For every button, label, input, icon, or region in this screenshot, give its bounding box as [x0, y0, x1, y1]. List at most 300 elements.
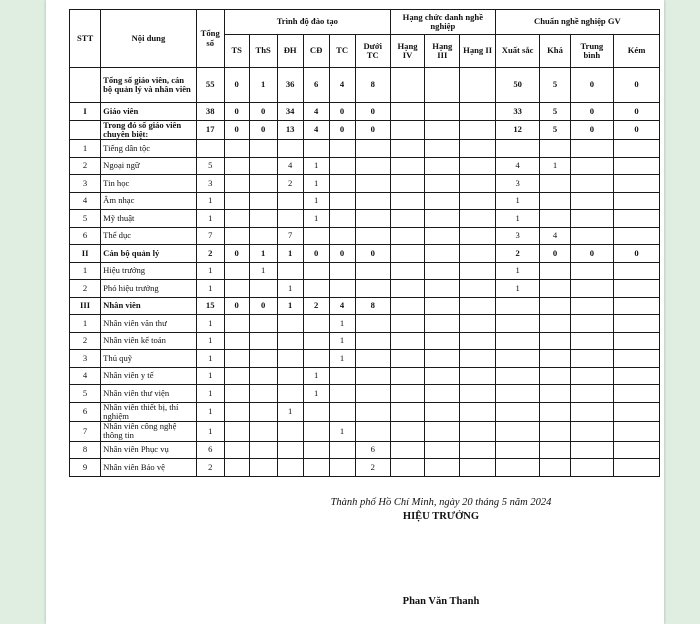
table-cell: [390, 350, 424, 368]
table-cell: [390, 297, 424, 315]
signature-role: HIỆU TRƯỞNG: [402, 511, 480, 522]
table-cell: [249, 459, 277, 477]
table-cell: [277, 192, 303, 210]
table-cell: 2: [277, 175, 303, 193]
table-cell: [277, 385, 303, 403]
table-cell: 1: [495, 262, 540, 280]
row-stt: 1: [70, 315, 101, 333]
table-cell: [460, 68, 495, 103]
row-label: Thể dục: [101, 227, 197, 245]
table-cell: 1: [196, 385, 224, 403]
table-cell: [540, 332, 570, 350]
table-cell: [329, 402, 355, 422]
signature-name: Phan Văn Thanh: [402, 596, 480, 607]
table-cell: [329, 441, 355, 459]
table-cell: 4: [329, 297, 355, 315]
table-cell: 0: [224, 103, 249, 121]
table-cell: [355, 315, 390, 333]
table-cell: 4: [540, 227, 570, 245]
table-cell: 0: [329, 245, 355, 263]
table-cell: 1: [249, 262, 277, 280]
table-cell: [540, 367, 570, 385]
table-cell: 6: [196, 441, 224, 459]
sub-header-cell: CĐ: [303, 35, 329, 68]
table-cell: [460, 459, 495, 477]
table-cell: [390, 227, 424, 245]
table-cell: [570, 367, 614, 385]
table-cell: [495, 297, 540, 315]
table-cell: [614, 315, 660, 333]
table-cell: [425, 280, 460, 298]
sub-header-cell: TC: [329, 35, 355, 68]
table-cell: [425, 140, 460, 158]
table-cell: [224, 210, 249, 228]
table-cell: 1: [196, 280, 224, 298]
header-tong-so: Tổng số: [196, 10, 224, 68]
row-label: Nhân viên: [101, 297, 197, 315]
table-cell: [224, 157, 249, 175]
table-row: [70, 402, 660, 422]
table-cell: [425, 422, 460, 442]
table-cell: 1: [329, 332, 355, 350]
table-cell: [540, 402, 570, 422]
table-cell: 2: [355, 459, 390, 477]
table-cell: 1: [196, 192, 224, 210]
row-label: Phó hiệu trưởng: [101, 280, 197, 298]
table-cell: [460, 350, 495, 368]
table-cell: 1: [196, 350, 224, 368]
table-cell: 1: [196, 332, 224, 350]
table-cell: [425, 367, 460, 385]
table-cell: [329, 210, 355, 228]
table-cell: 0: [570, 68, 614, 103]
table-cell: 2: [495, 245, 540, 263]
table-cell: [355, 192, 390, 210]
table-cell: [249, 175, 277, 193]
table-cell: [355, 332, 390, 350]
table-cell: [570, 422, 614, 442]
table-cell: [303, 459, 329, 477]
table-cell: [277, 210, 303, 228]
table-cell: 0: [355, 120, 390, 140]
table-cell: [390, 441, 424, 459]
table-cell: [495, 140, 540, 158]
table-cell: [390, 332, 424, 350]
table-cell: 1: [329, 315, 355, 333]
table-cell: [355, 385, 390, 403]
table-cell: [277, 315, 303, 333]
header-chuan-nghe-nghiep: Chuẩn nghề nghiệp GV: [495, 10, 659, 35]
sub-header-cell: ĐH: [277, 35, 303, 68]
table-cell: [277, 140, 303, 158]
table-cell: [460, 192, 495, 210]
table-cell: 3: [495, 175, 540, 193]
table-cell: 15: [196, 297, 224, 315]
table-cell: [390, 210, 424, 228]
table-cell: [303, 350, 329, 368]
table-cell: [224, 280, 249, 298]
table-cell: [540, 210, 570, 228]
table-cell: [460, 175, 495, 193]
table-cell: [570, 332, 614, 350]
table-row: [70, 120, 660, 140]
table-cell: [277, 422, 303, 442]
table-cell: [495, 402, 540, 422]
table-cell: [614, 459, 660, 477]
table-cell: 0: [224, 297, 249, 315]
table-cell: [495, 385, 540, 403]
table-cell: [249, 441, 277, 459]
table-cell: [495, 367, 540, 385]
table-cell: 4: [277, 157, 303, 175]
table-cell: [329, 280, 355, 298]
table-cell: [390, 245, 424, 263]
table-header: [70, 10, 660, 68]
sub-header-cell: Hạng IV: [390, 35, 424, 68]
table-cell: 1: [277, 280, 303, 298]
table-cell: 5: [196, 157, 224, 175]
table-cell: [390, 385, 424, 403]
table-cell: [224, 227, 249, 245]
sub-header-cell: Hạng II: [460, 35, 495, 68]
table-cell: [614, 157, 660, 175]
table-cell: 17: [196, 120, 224, 140]
table-cell: [303, 332, 329, 350]
table-cell: 0: [614, 103, 660, 121]
table-cell: [614, 262, 660, 280]
table-cell: [425, 441, 460, 459]
table-cell: [495, 422, 540, 442]
table-cell: 1: [196, 210, 224, 228]
table-cell: [355, 402, 390, 422]
row-label: Tổng số giáo viên, cán bộ quản lý và nhân viên: [101, 68, 197, 103]
table-cell: [425, 385, 460, 403]
table-row: [70, 332, 660, 350]
sub-header-cell: ThS: [249, 35, 277, 68]
table-row: [70, 297, 660, 315]
table-row: [70, 227, 660, 245]
row-label: Ngoại ngữ: [101, 157, 197, 175]
table-cell: 7: [277, 227, 303, 245]
table-row: [70, 441, 660, 459]
table-cell: [249, 367, 277, 385]
table-cell: [460, 157, 495, 175]
table-cell: [390, 140, 424, 158]
table-cell: 1: [495, 210, 540, 228]
row-stt: 5: [70, 385, 101, 403]
table-cell: [425, 402, 460, 422]
table-row: [70, 262, 660, 280]
table-cell: [355, 367, 390, 385]
table-cell: [224, 402, 249, 422]
table-cell: 4: [329, 68, 355, 103]
row-stt: 3: [70, 175, 101, 193]
header-hang-chuc-danh: Hạng chức danh nghề nghiệp: [390, 10, 495, 35]
table-cell: [540, 280, 570, 298]
table-cell: 12: [495, 120, 540, 140]
table-row: [70, 192, 660, 210]
table-cell: 0: [540, 245, 570, 263]
table-cell: 1: [277, 245, 303, 263]
table-cell: 1: [303, 367, 329, 385]
table-cell: 1: [196, 402, 224, 422]
table-cell: 0: [570, 245, 614, 263]
row-label: Nhân viên kế toán: [101, 332, 197, 350]
row-stt: 7: [70, 422, 101, 442]
table-cell: [425, 350, 460, 368]
table-cell: 4: [303, 103, 329, 121]
table-cell: [570, 192, 614, 210]
table-cell: [303, 315, 329, 333]
table-cell: [614, 297, 660, 315]
table-cell: [329, 157, 355, 175]
table-cell: 1: [196, 315, 224, 333]
table-cell: [540, 192, 570, 210]
row-label: Âm nhạc: [101, 192, 197, 210]
table-cell: [390, 192, 424, 210]
table-cell: 1: [196, 262, 224, 280]
table-cell: 0: [614, 245, 660, 263]
table-cell: [249, 385, 277, 403]
table-cell: [460, 280, 495, 298]
table-cell: [303, 140, 329, 158]
row-label: Tin học: [101, 175, 197, 193]
table-cell: 0: [355, 103, 390, 121]
table-cell: [425, 120, 460, 140]
table-cell: [390, 402, 424, 422]
table-cell: [355, 157, 390, 175]
sub-header-cell: Hạng III: [425, 35, 460, 68]
table-cell: 1: [329, 350, 355, 368]
table-cell: [460, 385, 495, 403]
table-cell: 1: [303, 210, 329, 228]
table-cell: 0: [303, 245, 329, 263]
table-cell: [249, 280, 277, 298]
table-cell: 1: [196, 422, 224, 442]
table-cell: 8: [355, 68, 390, 103]
table-cell: [329, 192, 355, 210]
row-stt: 2: [70, 332, 101, 350]
sub-header-cell: TS: [224, 35, 249, 68]
table-cell: [249, 422, 277, 442]
table-body: [70, 68, 660, 477]
table-cell: [614, 367, 660, 385]
table-row: [70, 157, 660, 175]
table-cell: [570, 402, 614, 422]
table-cell: [249, 157, 277, 175]
table-row: [70, 422, 660, 442]
table-cell: [425, 297, 460, 315]
table-cell: 4: [495, 157, 540, 175]
table-cell: [570, 315, 614, 333]
table-row: [70, 459, 660, 477]
table-cell: 0: [355, 245, 390, 263]
table-cell: [355, 140, 390, 158]
table-cell: [249, 227, 277, 245]
table-cell: [540, 385, 570, 403]
table-cell: [224, 422, 249, 442]
table-cell: 2: [303, 297, 329, 315]
table-cell: [390, 459, 424, 477]
table-cell: 1: [303, 175, 329, 193]
row-stt: 2: [70, 280, 101, 298]
table-cell: [390, 103, 424, 121]
table-cell: [425, 262, 460, 280]
table-cell: [329, 227, 355, 245]
table-cell: [249, 332, 277, 350]
table-cell: 7: [196, 227, 224, 245]
table-cell: 5: [540, 68, 570, 103]
table-cell: 6: [355, 441, 390, 459]
table-cell: [425, 459, 460, 477]
table-cell: [570, 140, 614, 158]
table-cell: [425, 245, 460, 263]
table-cell: [460, 262, 495, 280]
row-label: Mỹ thuật: [101, 210, 197, 228]
table-row: [70, 210, 660, 228]
table-cell: [329, 262, 355, 280]
table-cell: [425, 103, 460, 121]
table-cell: [460, 402, 495, 422]
sub-header-cell: Trung bình: [570, 35, 614, 68]
table-cell: [390, 367, 424, 385]
row-stt: [70, 120, 101, 140]
table-cell: [540, 350, 570, 368]
table-cell: [329, 385, 355, 403]
table-cell: [540, 315, 570, 333]
table-cell: [570, 459, 614, 477]
table-cell: [224, 175, 249, 193]
table-row: [70, 175, 660, 193]
table-cell: [425, 192, 460, 210]
table-cell: [570, 280, 614, 298]
table-cell: 1: [303, 157, 329, 175]
table-cell: 1: [196, 367, 224, 385]
table-cell: [570, 175, 614, 193]
table-cell: 50: [495, 68, 540, 103]
table-cell: [224, 367, 249, 385]
row-stt: 1: [70, 140, 101, 158]
table-cell: [224, 350, 249, 368]
table-cell: [303, 422, 329, 442]
sub-header-cell: Kém: [614, 35, 660, 68]
table-cell: 2: [196, 245, 224, 263]
table-cell: [540, 422, 570, 442]
table-cell: 1: [249, 68, 277, 103]
table-cell: [614, 350, 660, 368]
table-cell: 33: [495, 103, 540, 121]
table-cell: [329, 175, 355, 193]
table-cell: [460, 103, 495, 121]
table-cell: [495, 441, 540, 459]
table-cell: [390, 422, 424, 442]
table-row: [70, 245, 660, 263]
table-cell: [303, 262, 329, 280]
table-cell: [355, 422, 390, 442]
row-stt: III: [70, 297, 101, 315]
row-label: Nhân viên văn thư: [101, 315, 197, 333]
table-cell: 0: [249, 120, 277, 140]
table-cell: [224, 332, 249, 350]
row-label: Thủ quỹ: [101, 350, 197, 368]
table-cell: [460, 315, 495, 333]
row-stt: 3: [70, 350, 101, 368]
table-cell: 3: [196, 175, 224, 193]
table-cell: 1: [249, 245, 277, 263]
table-cell: 36: [277, 68, 303, 103]
table-cell: [570, 441, 614, 459]
table-cell: [355, 227, 390, 245]
table-row: [70, 350, 660, 368]
row-stt: 4: [70, 367, 101, 385]
table-cell: 0: [614, 68, 660, 103]
table-cell: [355, 175, 390, 193]
table-cell: 0: [329, 103, 355, 121]
table-cell: 1: [277, 297, 303, 315]
header-trinh-do: Trình độ đào tạo: [224, 10, 390, 35]
table-cell: [224, 192, 249, 210]
sub-header-cell: Xuất sắc: [495, 35, 540, 68]
table-cell: [614, 192, 660, 210]
document-page: [46, 0, 664, 624]
table-cell: [460, 227, 495, 245]
table-cell: [303, 280, 329, 298]
row-label: Trong đó số giáo viên chuyên biệt:: [101, 120, 197, 140]
table-cell: [614, 422, 660, 442]
table-cell: 4: [303, 120, 329, 140]
table-cell: 5: [540, 103, 570, 121]
table-cell: [570, 385, 614, 403]
table-cell: 0: [224, 68, 249, 103]
table-cell: 13: [277, 120, 303, 140]
table-cell: [249, 210, 277, 228]
table-cell: 0: [224, 245, 249, 263]
table-cell: [196, 140, 224, 158]
table-cell: [570, 350, 614, 368]
table-cell: 0: [329, 120, 355, 140]
table-cell: [614, 210, 660, 228]
table-row: [70, 315, 660, 333]
table-cell: [614, 227, 660, 245]
table-cell: [540, 262, 570, 280]
table-cell: [390, 68, 424, 103]
row-stt: 8: [70, 441, 101, 459]
table-cell: [495, 459, 540, 477]
table-cell: [390, 280, 424, 298]
row-label: Nhân viên y tế: [101, 367, 197, 385]
table-cell: [495, 332, 540, 350]
header-noi-dung: Nội dung: [101, 10, 197, 68]
table-cell: [390, 315, 424, 333]
header-stt: STT: [70, 10, 101, 68]
table-cell: [540, 441, 570, 459]
table-row: [70, 280, 660, 298]
row-label: Giáo viên: [101, 103, 197, 121]
table-cell: 0: [614, 120, 660, 140]
table-cell: [570, 157, 614, 175]
table-cell: 6: [303, 68, 329, 103]
row-label: Nhân viên Phục vụ: [101, 441, 197, 459]
table-cell: 1: [303, 192, 329, 210]
table-cell: 38: [196, 103, 224, 121]
table-cell: 1: [495, 280, 540, 298]
row-label: Tiếng dân tộc: [101, 140, 197, 158]
row-stt: 9: [70, 459, 101, 477]
table-cell: [460, 332, 495, 350]
table-cell: [425, 227, 460, 245]
table-cell: [614, 140, 660, 158]
row-label: Hiệu trưởng: [101, 262, 197, 280]
